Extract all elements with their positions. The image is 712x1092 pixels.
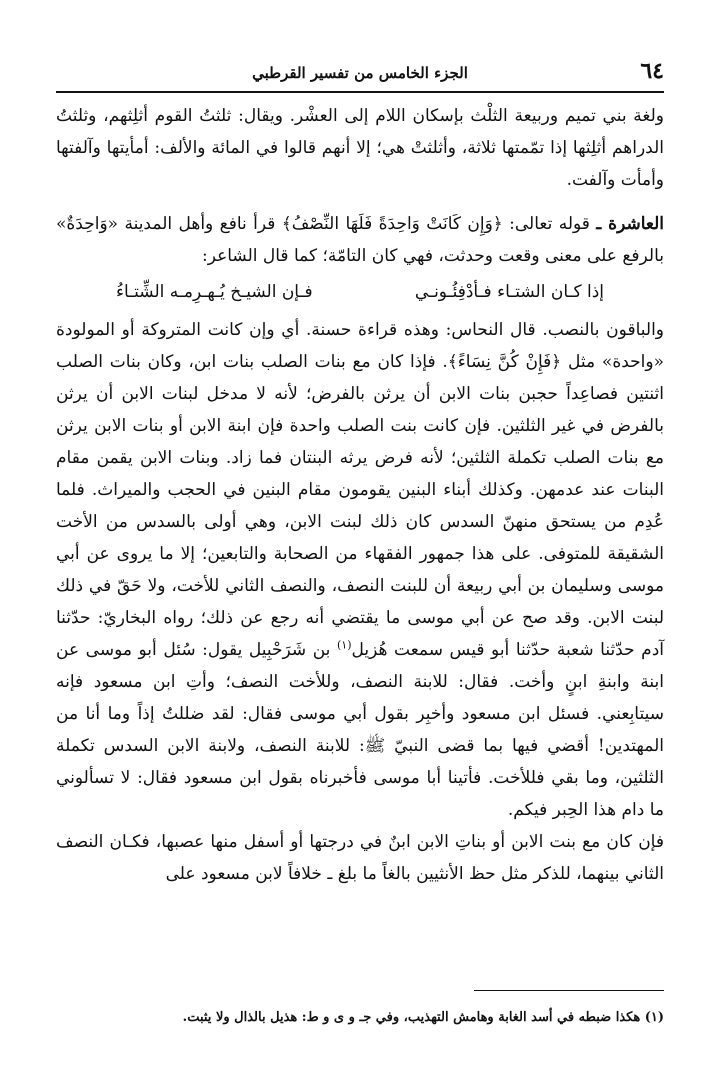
footnote-reference: (١) (336, 638, 352, 652)
verse-first-hemistich: إذا كـان الشتـاء فـأدْفِئُـونـي (414, 282, 604, 302)
footnote-rule (474, 990, 664, 991)
running-title: الجزء الخامس من تفسير القرطبي (252, 64, 468, 82)
paragraph-2 (56, 208, 664, 272)
section-lead: العاشرة ـ (596, 214, 664, 234)
paragraph-4: فإن كان مع بنت الابن أو بناتِ الابن ابنٌ في درجتها أو أسفل منها عصبها، فكـان النصف الثاني بينهما، للذكر مثل حظ الأنثيين بالغاً ما بلغ ـ خلافاً لابن مسعود على (56, 832, 664, 884)
header-rule (56, 91, 664, 93)
paragraph-1: ولغة بني تميم وربيعة الثلْث بإسكان اللام إلى العشْر. ويقال: ثلثتُ القوم أثلِثهم، وثلثتُ الدراهم أثلِثها إذا تمّمتها ثلاثة، وأثلثتْ هي؛ إلا أنهم قالوا في المائة والألف: أمأيتها وآلفتها وأمأت وآلفت. (56, 106, 664, 190)
paragraph-3 (56, 314, 664, 826)
verse-second-hemistich: فـإن الشيـخ يُـهـرِمـه الشِّتـاءُ (116, 282, 313, 302)
poetry-verse (56, 272, 664, 314)
main-text (56, 100, 664, 890)
paragraph-2-text: قوله تعالى: ﴿وَإِن كَانَتْ وَاحِدَةً فَلَهَا النِّصْفُ﴾ قرأ نافع وأهل المدينة «وَاحِدَةٌ» بالرفع على معنى وقعت وحدثت، فهي كان التامّة؛ كما قال الشاعر: (56, 214, 664, 266)
page-header (56, 58, 664, 90)
paragraph-3-text: والباقون بالنصب. قال النحاس: وهذه قراءة حسنة. أي وإن كانت المتروكة أو المولودة «واحدة» مثل ﴿فَإِنْ كُنَّ نِسَاءً﴾. فإذا كان مع بنات الصلب بنات ابن، وكان بنات الصلب اثنتين فصاعِداً حجبن بنات الابن أن يرثن بالفرض؛ لأنه لا مدخل لبنات الابن أن يرثن بالفرض في غير الثلثين. فإن كانت بنت الصلب واحدة فإن ابنة الابن أو بنات الابن يرثن مع بنات الصلب تكملة الثلثين؛ لأنه فرض يرثه البنتان فما زاد. وبنات الابن يقمن مقام البنات عند عدمهن. وكذلك أبناء البنين يقومون مقام البنين في الحجب والميراث. فلما عُدِم من يستحق منهنّ السدس كان ذلك لبنت الابن، وهي أولى بالسدس من الأخت الشقيقة للمتوفى. على هذا جمهور الفقهاء من الصحابة والتابعين؛ إلا ما يروى عن أبي موسى وسليمان بن أبي ربيعة أن للبنت النصف، والنصف الثاني للأخت، ولا حَقّ في ذلك لبنت الابن. وقد صح عن أبي موسى ما يقتضي أنه رجع عن ذلك؛ رواه البخاريّ: حدّثنا آدم حدّثنا شعبة حدّثنا أبو قيس سمعت هُزيل (56, 320, 664, 660)
paragraph-3-continued: بن شَرَحْبِيل يقول: سُئل أبو موسى عن ابنة وابنةِ ابنٍ وأخت. فقال: للابنة النصف، وللأخت النصف؛ وأتِ ابن مسعود فإنه سيتابِعني. فسئل ابن مسعود وأخبِر بقول أبي موسى فقال: لقد ضللتُ إذاً وما أنا من المهتدين! أقضي فيها بما قضى النبيّ ﷺ: للابنة النصف، ولابنة الابن السدس تكملة الثلثين، وما بقي فللأخت. فأتينا أبا موسى فأخبرناه بقول ابن مسعود فقال: لا تسألوني ما دام هذا الحِبر فيكم. (56, 640, 664, 820)
footnote: (١) هكذا ضبطه في أسد الغابة وهامش التهذيب، وفي جـ و ى و ط: هذيل بالذال ولا يثبت. (182, 1010, 664, 1025)
page-number: ٦٤ (640, 58, 664, 84)
